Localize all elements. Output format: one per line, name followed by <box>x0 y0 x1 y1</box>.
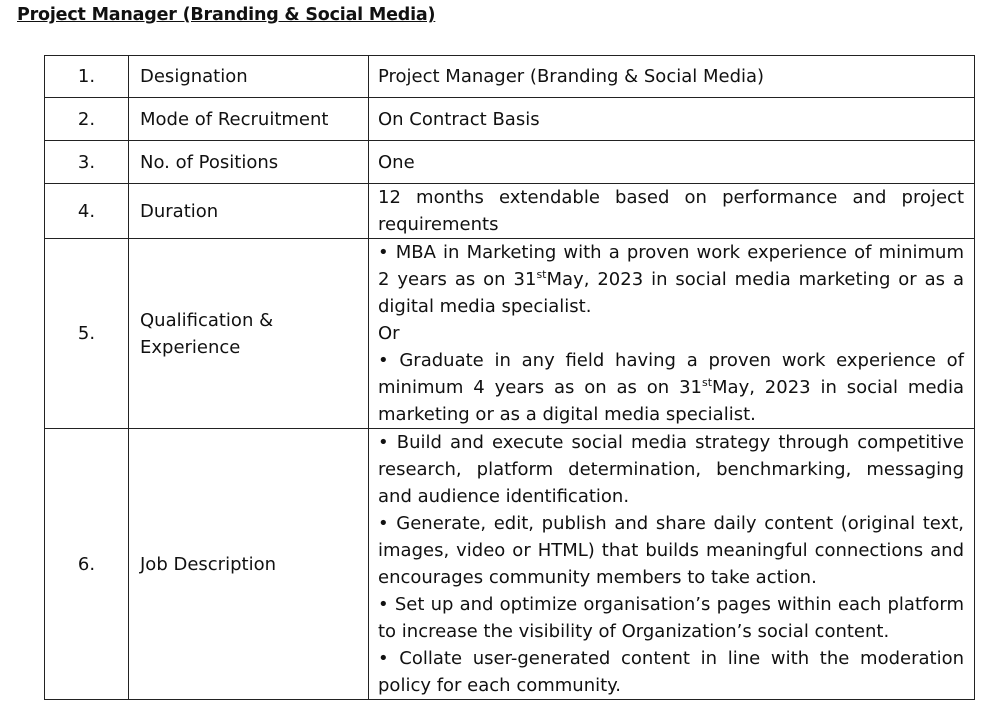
ordinal-suffix: st <box>701 376 713 389</box>
row-label-line: Experience <box>140 336 241 358</box>
row-value <box>369 239 975 429</box>
qualification-text: May, 2023 in social media marketing or as a digital media specialist. <box>378 269 964 317</box>
row-label: No. of Positions <box>129 141 369 184</box>
row-number: 2. <box>45 98 129 141</box>
table-row-designation <box>45 56 975 98</box>
page-title: Project Manager (Branding & Social Media) <box>17 5 436 25</box>
row-value: Project Manager (Branding & Social Media) <box>369 56 975 98</box>
qualification-bullet <box>378 239 964 320</box>
row-label-line: Qualification & <box>140 309 274 331</box>
job-description-bullet: • Build and execute social media strategy through competitive research, platform determination, benchmarking, messaging and audience identification. <box>378 432 964 507</box>
job-description-bullet: • Generate, edit, publish and share daily content (original text, images, video or HTML) that builds meaningful connections and encourages community members to take action. <box>378 513 964 588</box>
ordinal-suffix: st <box>536 268 547 281</box>
table-row-positions <box>45 141 975 184</box>
row-value: 12 months extendable based on performance and project requirements <box>369 184 975 239</box>
row-number: 1. <box>45 56 129 98</box>
row-value: One <box>369 141 975 184</box>
qualification-bullet <box>378 347 964 428</box>
row-number: 5. <box>45 239 129 429</box>
table-row-qualification <box>45 239 975 429</box>
row-label: Mode of Recruitment <box>129 98 369 141</box>
row-label: Duration <box>129 184 369 239</box>
row-value <box>369 429 975 700</box>
job-description-bullet: • Set up and optimize organisation’s pages within each platform to increase the visibility of Organization’s social content. <box>378 594 964 642</box>
table-row-job-description <box>45 429 975 700</box>
or-separator: Or <box>378 323 400 344</box>
row-number: 6. <box>45 429 129 700</box>
row-value: On Contract Basis <box>369 98 975 141</box>
qualification-text: • MBA in Marketing with a proven work experience of minimum 2 years as on 31 <box>378 242 964 290</box>
row-number: 3. <box>45 141 129 184</box>
job-description-bullet: • Collate user-generated content in line with the moderation policy for each community. <box>378 648 964 696</box>
row-label <box>129 239 369 429</box>
table-row-duration <box>45 184 975 239</box>
row-number: 4. <box>45 184 129 239</box>
qualification-text: • Graduate in any field having a proven work experience of minimum 4 years as on as on 31 <box>378 350 964 398</box>
table-row-mode-of-recruitment <box>45 98 975 141</box>
row-label: Designation <box>129 56 369 98</box>
job-spec-table <box>44 55 975 700</box>
qualification-text: May, 2023 in social media marketing or as a digital media specialist. <box>378 377 964 425</box>
row-label: Job Description <box>129 429 369 700</box>
